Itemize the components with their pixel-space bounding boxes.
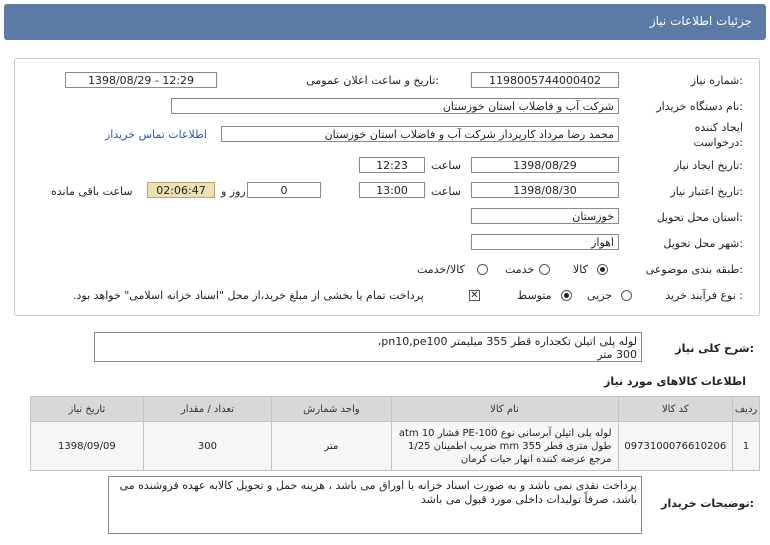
process-medium-radio[interactable] (561, 290, 572, 301)
city-field: اهواز (471, 234, 619, 250)
row-date: 1398/09/09 (31, 422, 144, 471)
need-number-field: 1198005744000402 (471, 72, 619, 88)
description-line-1: لوله پلی اتیلن تکجداره قطر 355 میلیمتر pn10,pe100، (377, 335, 637, 348)
city-label: شهر محل تحویل: (663, 237, 743, 250)
validity-time-field: 13:00 (359, 182, 425, 198)
items-header-row (31, 397, 760, 422)
created-date-label: تاریخ ایجاد نیاز: (673, 159, 743, 172)
row-index: 1 (733, 422, 760, 471)
buyer-label: نام دستگاه خریدار: (656, 100, 743, 113)
created-date-field: 1398/08/29 (471, 157, 619, 173)
treasury-note: پرداخت تمام یا بخشی از مبلغ خرید،از محل "اسناد خزانه اسلامی" خواهد بود. (73, 289, 424, 302)
col-code: کد کالا (618, 397, 733, 422)
buyer-contact-link[interactable]: اطلاعات تماس خریدار (105, 128, 207, 141)
need-number-label: شماره نیاز: (690, 74, 743, 87)
remaining-label: ساعت باقی مانده (51, 185, 133, 198)
created-time-field: 12:23 (359, 157, 425, 173)
validity-date-field: 1398/08/30 (471, 182, 619, 198)
col-unit: واحد شمارش (272, 397, 391, 422)
notes-box: پرداخت نقدی نمی باشد و به صورت اسناد خزانه یا اوراق می باشد ، هزینه حمل و تحویل کالابه عهده فروشنده می باشد، صرفاً تولیدات داخلی مورد قبول می باشد (108, 476, 642, 534)
col-date: تاریخ نیاز (31, 397, 144, 422)
province-label: استان محل تحویل: (656, 211, 743, 224)
category-goods-label: کالا (573, 263, 588, 276)
details-panel (14, 58, 760, 316)
description-box (94, 332, 642, 362)
announce-field: 1398/08/29 - 12:29 (65, 72, 217, 88)
province-field: خوزستان (471, 208, 619, 224)
process-medium-label: متوسط (517, 289, 552, 302)
category-both-radio[interactable] (477, 264, 488, 275)
treasury-checkbox[interactable]: ✕ (470, 290, 479, 301)
remaining-time-field: 02:06:47 (147, 182, 215, 198)
description-label: شرح کلی نیاز: (675, 342, 754, 355)
category-both-label: کالا/خدمت (417, 263, 465, 276)
col-qty: تعداد / مقدار (143, 397, 271, 422)
header-bar (4, 4, 766, 40)
creator-label-1: ایجاد کننده (694, 121, 743, 134)
days-field: 0 (247, 182, 321, 198)
page-title: جزئیات اطلاعات نیاز (649, 14, 752, 28)
row-name: لوله پلی اتیلن آبرسانی نوع PE-100 فشار atm 10 طول متری قطر mm 355 ضریب اطمینان 1/25 مرجع عرضه کننده انهار حیات کرمان (391, 422, 618, 471)
validity-time-label: ساعت (431, 185, 461, 198)
notes-label: توضیحات خریدار: (661, 497, 754, 510)
col-index: ردیف (733, 397, 760, 422)
category-label: طبقه بندی موضوعی: (645, 263, 743, 276)
announce-label: تاریخ و ساعت اعلان عمومی: (306, 74, 439, 87)
items-section-title: اطلاعات کالاهای مورد نیاز (604, 375, 746, 388)
process-minor-radio[interactable] (621, 290, 632, 301)
row-unit: متر (272, 422, 391, 471)
process-label: نوع فرآیند خرید : (665, 289, 743, 302)
row-code: 0973100076610206 (618, 422, 733, 471)
process-minor-label: جزیی (587, 289, 613, 302)
created-time-label: ساعت (431, 159, 461, 172)
items-table (30, 396, 760, 471)
description-line-2: 300 متر (597, 348, 637, 361)
category-service-radio[interactable] (539, 264, 550, 275)
page-header (0, 0, 770, 46)
days-label: روز و (221, 185, 246, 198)
creator-field: محمد رضا مرداد کارپرداز شرکت آب و فاضلاب استان خوزستان (221, 126, 619, 142)
creator-label-2: درخواست: (693, 136, 743, 149)
validity-label: تاریخ اعتبار نیاز: (670, 185, 743, 198)
table-row (31, 422, 760, 471)
category-goods-radio[interactable] (597, 264, 608, 275)
col-name: نام کالا (391, 397, 618, 422)
category-service-label: خدمت (505, 263, 535, 276)
row-qty: 300 (143, 422, 271, 471)
buyer-field: شرکت آب و فاضلاب استان خوزستان (171, 98, 619, 114)
